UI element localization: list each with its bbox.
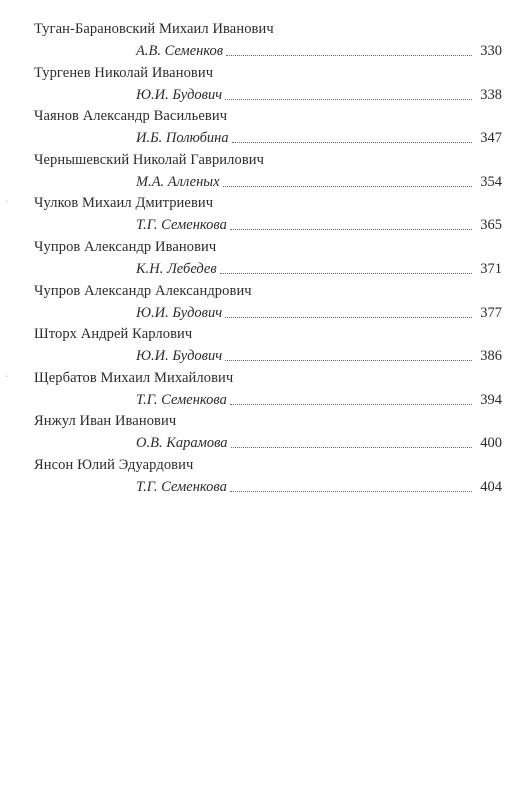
margin-tick-mark: ˇ xyxy=(5,373,8,384)
person-name: Чулков Михаил Дмитриевич xyxy=(34,195,214,212)
toc-entry[interactable] xyxy=(0,370,530,414)
person-name: Щербатов Михаил Михайлович xyxy=(34,369,234,386)
dot-leader xyxy=(225,359,472,361)
author-line xyxy=(136,390,502,408)
page-number: 338 xyxy=(480,86,502,103)
author-name: Ю.И. Будович xyxy=(136,304,223,321)
toc-entry[interactable] xyxy=(0,21,530,65)
author-line xyxy=(136,259,502,277)
person-name: Чупров Александр Александрович xyxy=(34,282,252,299)
toc-entry[interactable] xyxy=(0,413,530,457)
dot-leader xyxy=(232,141,472,143)
person-name: Чернышевский Николай Гаврилович xyxy=(34,151,265,168)
dot-leader xyxy=(231,446,472,448)
toc-entry[interactable] xyxy=(0,65,530,109)
author-line xyxy=(136,215,502,233)
page-number: 354 xyxy=(480,173,502,190)
dot-leader xyxy=(226,54,472,56)
author-name: О.В. Карамова xyxy=(136,435,228,452)
author-name: Т.Г. Семенкова xyxy=(136,391,227,408)
toc-entry[interactable] xyxy=(0,283,530,327)
person-name: Янсон Юлий Эдуардович xyxy=(34,456,194,473)
dot-leader xyxy=(223,185,472,187)
author-line xyxy=(136,85,502,103)
page-number: 371 xyxy=(480,260,502,277)
dot-leader xyxy=(225,98,472,100)
author-line xyxy=(136,433,502,451)
author-name: Ю.И. Будович xyxy=(136,348,223,365)
toc-entry[interactable] xyxy=(0,239,530,283)
toc-entry[interactable] xyxy=(0,457,530,501)
dot-leader xyxy=(230,403,472,405)
margin-tick-mark: ˇ xyxy=(5,199,8,210)
author-name: Т.Г. Семенкова xyxy=(136,478,227,495)
author-name: Т.Г. Семенкова xyxy=(136,217,227,234)
page-number: 404 xyxy=(480,478,502,495)
author-line xyxy=(136,172,502,190)
dot-leader xyxy=(225,316,472,318)
author-line xyxy=(136,477,502,495)
person-name: Чупров Александр Иванович xyxy=(34,238,217,255)
page-number: 365 xyxy=(480,217,502,234)
toc-entry[interactable] xyxy=(0,195,530,239)
page-number: 400 xyxy=(480,435,502,452)
author-line xyxy=(136,41,502,59)
author-name: А.В. Семенков xyxy=(136,43,224,59)
author-line xyxy=(136,128,502,146)
page-number: 347 xyxy=(480,130,502,147)
toc-entry[interactable] xyxy=(0,108,530,152)
dot-leader xyxy=(220,272,472,274)
page-number: 377 xyxy=(480,304,502,321)
author-line xyxy=(136,303,502,321)
author-name: К.Н. Лебедев xyxy=(136,260,217,277)
person-name: Шторх Андрей Карлович xyxy=(34,326,193,343)
author-name: И.Б. Полюбина xyxy=(136,130,229,147)
author-name: М.А. Алленых xyxy=(136,173,220,190)
person-name: Туган-Барановский Михаил Иванович xyxy=(34,21,274,37)
toc-entry[interactable] xyxy=(0,326,530,370)
person-name: Чаянов Александр Васильевич xyxy=(34,108,228,125)
page-number: 394 xyxy=(480,391,502,408)
person-name: Тургенев Николай Иванович xyxy=(34,64,214,81)
dot-leader xyxy=(230,490,472,492)
author-name: Ю.И. Будович xyxy=(136,86,223,103)
author-line xyxy=(136,346,502,364)
toc-entry[interactable] xyxy=(0,152,530,196)
page-number: 330 xyxy=(480,43,502,59)
page-number: 386 xyxy=(480,348,502,365)
person-name: Янжул Иван Иванович xyxy=(34,413,177,430)
dot-leader xyxy=(230,228,472,230)
